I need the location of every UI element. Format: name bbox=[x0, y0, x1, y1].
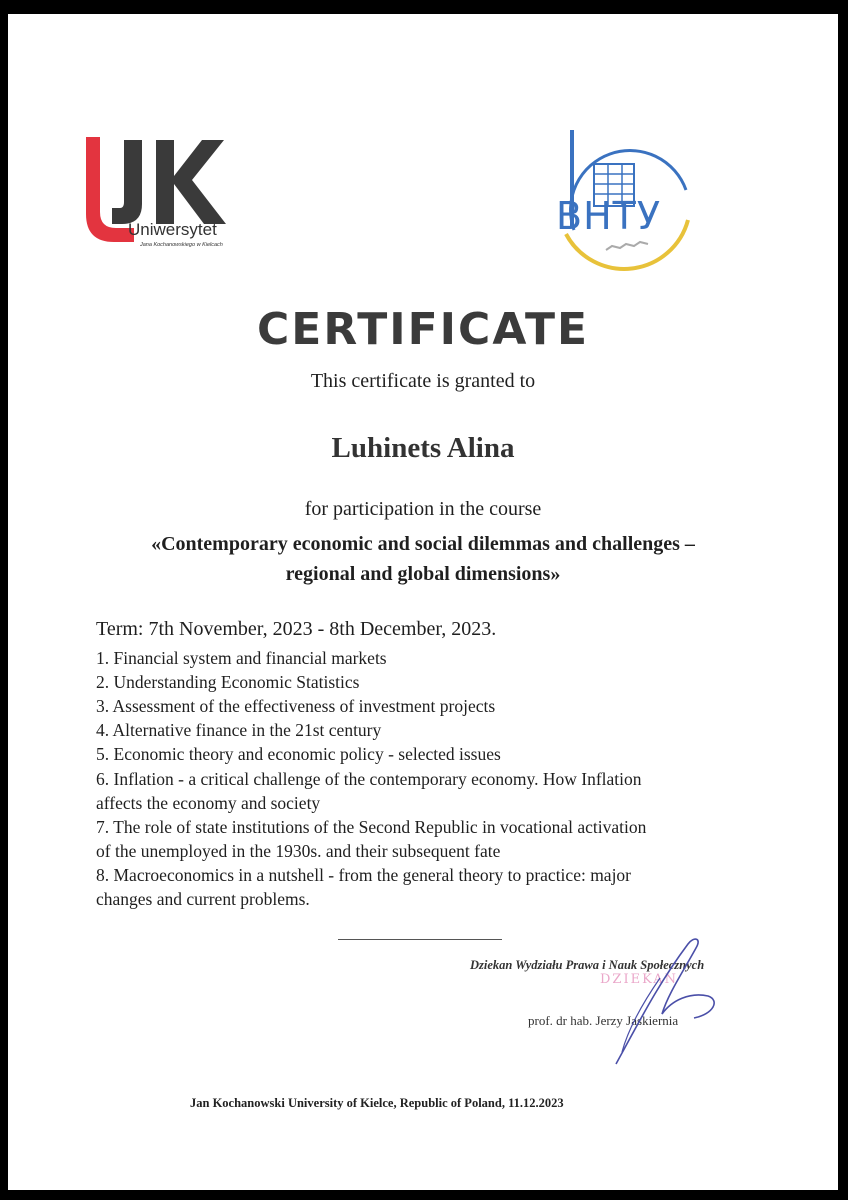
dean-title: Dziekan Wydziału Prawa i Nauk Społecznych bbox=[470, 958, 705, 972]
ujk-logo bbox=[84, 132, 294, 272]
granted-to-text: This certificate is granted to bbox=[310, 370, 536, 392]
topic-line: 7. The role of state institutions of the Second Republic in vocational activation bbox=[96, 817, 647, 837]
term-text: Term: 7th November, 2023 - 8th December, 2023. bbox=[96, 618, 497, 640]
dean-stamp: DZIEKAN bbox=[600, 972, 679, 987]
ujk-logo-subtitle: Jana Kochanowskiego w Kielcach bbox=[140, 242, 223, 248]
course-title-line-1: «Contemporary economic and social dilemmas and challenges – bbox=[151, 533, 695, 555]
participation-text: for participation in the course bbox=[304, 498, 542, 520]
topic-line: changes and current problems. bbox=[96, 889, 310, 909]
certificate-page bbox=[8, 14, 838, 1190]
ujk-logo-mark-icon bbox=[84, 132, 294, 272]
certificate-title: CERTIFICATE bbox=[256, 304, 590, 355]
signer-name: prof. dr hab. Jerzy Jaskiernia bbox=[528, 1013, 679, 1028]
topic-line: 1. Financial system and financial markets bbox=[96, 648, 387, 668]
recipient-name: Luhinets Alina bbox=[331, 432, 515, 464]
topic-line: of the unemployed in the 1930s. and their subsequent fate bbox=[96, 841, 501, 861]
bntu-logo bbox=[536, 130, 706, 280]
topic-line: 2. Understanding Economic Statistics bbox=[96, 672, 360, 692]
course-title-line-2: regional and global dimensions» bbox=[285, 563, 561, 585]
ujk-logo-name: Uniwersytet bbox=[128, 220, 217, 239]
footer-text: Jan Kochanowski University of Kielce, Republic of Poland, 11.12.2023 bbox=[190, 1096, 564, 1110]
topic-line: 5. Economic theory and economic policy - selected issues bbox=[96, 744, 501, 764]
topic-line: 6. Inflation - a critical challenge of the contemporary economy. How Inflation bbox=[96, 769, 642, 789]
topic-line: affects the economy and society bbox=[96, 793, 321, 813]
topic-line: 4. Alternative finance in the 21st century bbox=[96, 720, 382, 740]
topic-line: 3. Assessment of the effectiveness of investment projects bbox=[96, 696, 496, 716]
bntu-logo-text: ВНТУ bbox=[556, 194, 662, 238]
handwritten-signature-icon bbox=[598, 934, 738, 1074]
topic-line: 8. Macroeconomics in a nutshell - from the general theory to practice: major bbox=[96, 865, 632, 885]
signature-rule bbox=[338, 939, 502, 940]
